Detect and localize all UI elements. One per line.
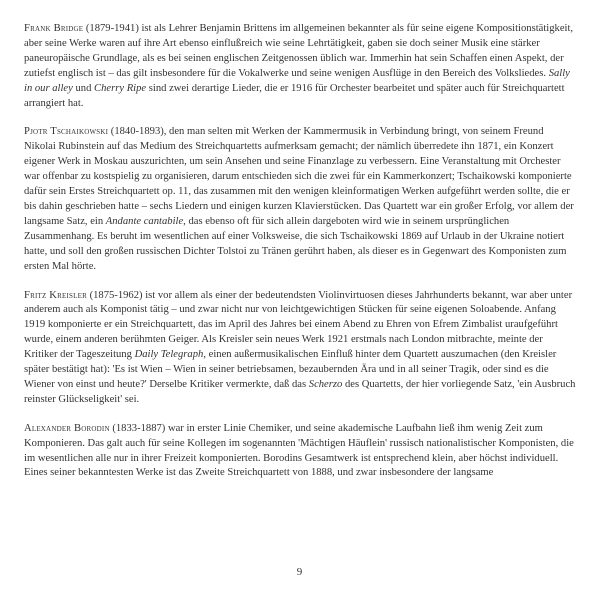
- text-segment: (1879-1941) ist als Lehrer Benjamin Brittens im allgemeinen bekannter als für seine eigene Kompositionstätigkeit, aber seine Werke waren auf ihre Art ebenso einflußreich wie seine Lehrtätigkeit, gaben sie doch seiner Musik eine stärker paneuropäische Grundlage, als es bei seinen englischen Zeitgenossen üblich war. Immerhin hat sein Schaffen einen Aspekt, der zutiefst englisch ist – das gilt insbesondere für die Vokalwerke und seine wenigen Ausflüge in den Bereich des Volksliedes.: [24, 23, 574, 79]
- text-segment: , das ebenso oft für sich allein dargeboten wird wie in seinem ursprünglichen Zusammenhang. Es beruht im wesentlichen auf einer Volksweise, die sich Tschaikowski 1869 auf Urlaub in der Ukraine notiert hatte, und soll den großen russischen Dichter Tolstoi zu Tränen gerührt haben, als dieser es in Gegenwart des Komponisten zum ersten Mal hörte.: [24, 215, 567, 272]
- composer-name: Pjotr Tschaikowski: [24, 126, 109, 138]
- text-segment: , einen außermusikalischen Einfluß hinter dem Quartett auszumachen (den Kreisler später bestätigt hat): 'Es ist Wien – Wien in seiner betriebsamen, bezaubernden Ära und in all seiner Tragik, oder sind es die Wiener von einst und heute?' Derselbe Kritiker vermerkte, daß das: [24, 349, 557, 390]
- text-segment: des Quartetts, der hier vorliegende Satz, 'ein Ausbruch reinster Glückseligkeit' sei.: [24, 378, 576, 405]
- italic-title: Cherry Ripe: [94, 82, 147, 94]
- paragraph-kreisler: [24, 289, 576, 408]
- italic-title: Scherzo: [308, 378, 343, 390]
- paragraph-borodin: [24, 422, 576, 482]
- paragraph-bridge: [24, 22, 576, 111]
- italic-title: Daily Telegraph: [134, 349, 204, 361]
- composer-name: Fritz Kreisler: [24, 289, 87, 301]
- italic-title: Sally in our alley: [24, 67, 570, 94]
- composer-name: Frank Bridge: [24, 23, 84, 34]
- page-number: 9: [296, 566, 303, 578]
- italic-title: Andante cantabile: [105, 215, 184, 227]
- text-segment: und: [72, 82, 95, 94]
- composer-name: Alexander Borodin: [24, 422, 110, 434]
- text-segment: sind zwei derartige Lieder, die er 1916 für Orchester bearbeitet und später auch für Streichquartett arrangiert hat.: [24, 82, 565, 109]
- paragraph-tschaikowski: [24, 125, 576, 274]
- document-body: [24, 22, 576, 495]
- text-segment: (1833-1887) war in erster Linie Chemiker, und seine akademische Laufbahn ließ ihm wenig Zeit zum Komponieren. Das galt auch für seine Kollegen im sogenannten 'Mächtigen Häuflein' russisch nationalistischer Komponisten, die im wesentlichen alle nur in ihrer Freizeit komponierten. Borodins Gesamtwerk ist entsprechend klein, aber höchst individuell. Eines seiner bekanntesten Werke ist das Zweite Streichquartett von 1888, und zwar insbesondere der langsame: [24, 422, 574, 479]
- text-segment: (1875-1962) ist vor allem als einer der bedeutendsten Violinvirtuosen dieses Jahrhunderts bekannt, war aber unter anderem auch als Komponist tätig – und zwar nicht nur von leichtgewichtigen Stücken für seine eigenen Soloabende. Anfang 1919 komponierte er ein Streichquartett, das im April des Jahres bei einem Abend zu Ehren von Efrem Zimbalist uraufgeführt wurde, einem anderen berühmten Geiger. Als Kreisler sein neues Werk 1921 erstmals nach London mitbrachte, meinte der Kritiker der Tageszeitung: [24, 289, 573, 361]
- text-segment: (1840-1893), den man selten mit Werken der Kammermusik in Verbindung bringt, von seinem Freund Nikolai Rubinstein auf das Medium des Streichquartetts aufmerksam gemacht; der nämlich überredete ihn 1871, ein Konzert eigener Werk in Moskau auszurichten, um sein Ansehen und seine Finanzlage zu verbessern. Eine Veranstaltung mit Orchester war offenbar zu kostspielig zu organisieren, darum entschieden sich die zwei für ein Kammerkonzert; Tschaikowski komponierte dafür sein Erstes Streichquartett op. 11, das zusammen mit den wenigen kleinformatigen Werken aufgeführt werden sollte, die er bis dahin geschrieben hatte – sechs Liedern und einigen kurzen Klavierstücken. Das Quartett war ein großer Erfolg, vor allem der langsame Satz, ein: [24, 126, 574, 227]
